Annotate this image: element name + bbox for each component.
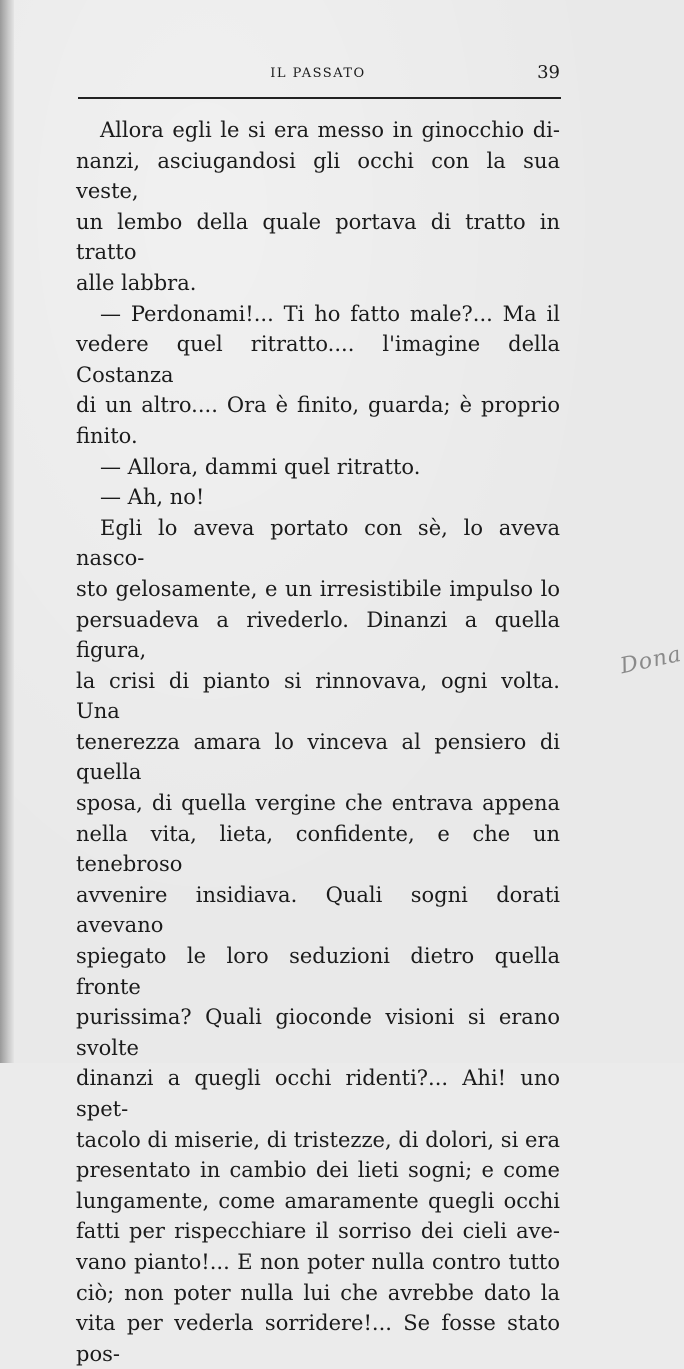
text-line: vita per vederla sorridere!... Se fosse stato pos- (76, 1311, 560, 1366)
text-line: vedere quel ritratto.... l'imagine della Costanza (76, 332, 560, 387)
text-line: sposa, di quella vergine che entrava appena (76, 791, 560, 816)
text-line: nella vita, lieta, confidente, e che un tenebroso (76, 821, 560, 877)
handwritten-margin-note: Dona (618, 641, 684, 680)
text-line: tenerezza amara lo vinceva al pensiero di quella (76, 729, 560, 785)
text-line: persuadeva a rivederlo. Dinanzi a quella figura, (76, 607, 560, 663)
text-line: — Allora, dammi quel ritratto. (100, 454, 421, 479)
text-line: fatti per rispecchiare il sorriso dei cieli ave- (76, 1219, 560, 1244)
text-line: Egli lo aveva portato con sè, lo aveva nasco- (76, 515, 560, 571)
text-line: un lembo della quale portava di tratto in tratto (76, 209, 560, 265)
page-header (76, 62, 560, 92)
text-line: avvenire insidiava. Quali sogni dorati avevano (76, 882, 560, 938)
text-line: dinanzi a quegli occhi ridenti?... Ahi! uno spet- (76, 1066, 560, 1121)
text-line: ciò; non poter nulla lui che avrebbe dato la (76, 1280, 560, 1305)
header-rule (78, 97, 561, 99)
text-line: alle labbra. (76, 270, 197, 295)
text-line: — Perdonami!... Ti ho fatto male?... Ma il (100, 301, 560, 326)
body-text (76, 115, 560, 1369)
text-line: spiegato le loro seduzioni dietro quella fronte (76, 944, 560, 999)
text-line: la crisi di pianto si rinnovava, ogni volta. Una (76, 668, 560, 724)
text-line: vano pianto!... E non poter nulla contro tutto (76, 1249, 560, 1274)
text-line: di un altro.... Ora è finito, guarda; è proprio (76, 393, 560, 418)
text-line: Allora egli le si era messo in ginocchio di- (100, 118, 560, 142)
running-head: IL PASSATO (270, 66, 366, 81)
page-spine-shadow (0, 0, 14, 1063)
text-line: sto gelosamente, e un irresistibile impulso lo (76, 576, 560, 601)
text-line: finito. (76, 423, 138, 448)
text-line: presentato in cambio dei lieti sogni; e come (76, 1158, 560, 1183)
text-line: — Ah, no! (100, 485, 205, 510)
text-line: nanzi, asciugandosi gli occhi con la sua veste, (76, 148, 560, 204)
text-line: lungamente, come amaramente quegli occhi (76, 1188, 560, 1213)
page-number: 39 (537, 62, 560, 83)
text-line: purissima? Quali gioconde visioni si erano svolte (76, 1005, 560, 1060)
text-line: tacolo di miserie, di tristezze, di dolori, si era (76, 1127, 560, 1152)
